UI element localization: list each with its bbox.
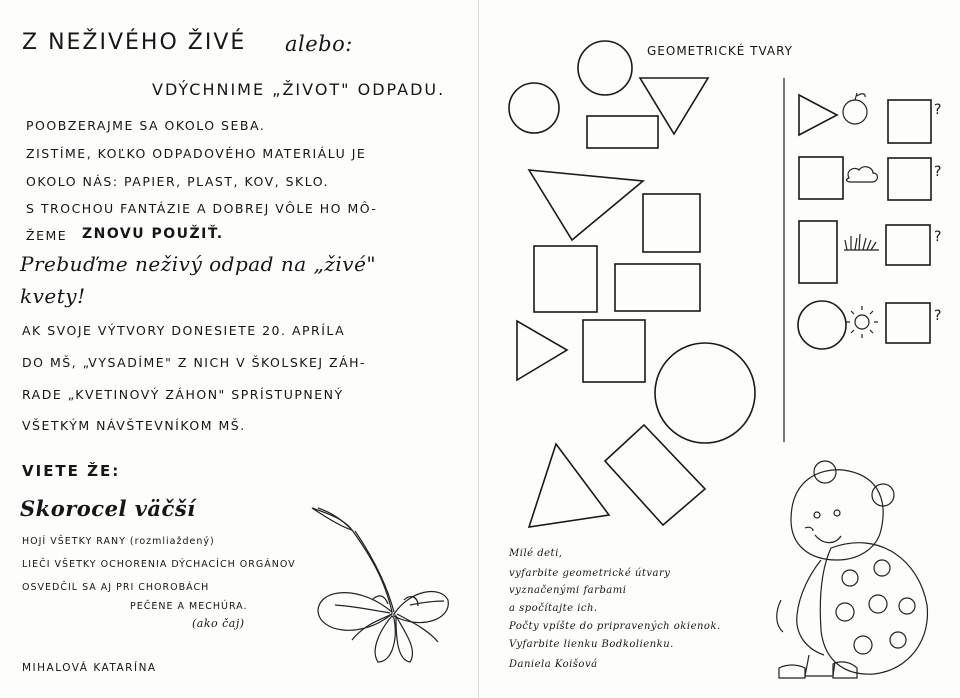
plant-line-1: HOJÍ VŠETKY RANY (rozmliaždený) (22, 536, 215, 547)
note-author: Daniela Koišová (509, 659, 598, 670)
ladybug-illustration (777, 461, 928, 678)
author: MIHALOVÁ KATARÍNA (22, 662, 157, 674)
info-line-4: VŠETKÝM NÁVŠTEVNÍKOM MŠ. (22, 418, 246, 433)
shape-circle (655, 343, 755, 443)
legend-answer-box (886, 225, 930, 265)
note-line-5: Počty vpíšte do pripravených okienok. (509, 621, 721, 632)
legend-answer-box (888, 158, 931, 200)
geometry-title: GEOMETRICKÉ TVARY (647, 44, 793, 58)
shape-triangle (529, 170, 643, 240)
shape-triangle (529, 444, 609, 527)
plant-line-4: PEČENE A MECHÚRA. (130, 601, 248, 612)
intro-line-5-prefix: ŽEME (26, 228, 68, 243)
left-page (0, 0, 478, 698)
script-line-1: Prebuďme neživý odpad na „živé" (20, 252, 377, 276)
title-script: alebo: (285, 32, 353, 56)
note-line-4: a spočítajte ich. (509, 603, 598, 614)
answer-question-mark-3: ? (934, 229, 943, 245)
did-you-know-heading: VIETE ŽE: (22, 462, 121, 480)
legend-answer-box (888, 100, 931, 143)
shape-square (583, 320, 645, 382)
apple-icon (843, 93, 867, 124)
intro-line-4: S TROCHOU FANTÁZIE A DOBREJ VÔLE HO MÔ- (26, 201, 378, 216)
title-main: Z NEŽIVÉHO ŽIVÉ (22, 30, 247, 55)
answer-question-mark-2: ? (934, 164, 943, 180)
answer-question-mark-1: ? (934, 102, 943, 118)
legend-square (799, 157, 843, 199)
legend-rectangle (799, 221, 837, 283)
intro-line-3: OKOLO NÁS: PAPIER, PLAST, KOV, SKLO. (26, 174, 330, 189)
intro-line-2: ZISTÍME, KOĽKO ODPADOVÉHO MATERIÁLU JE (26, 146, 367, 161)
shape-circle (578, 41, 632, 95)
cloud-icon (847, 167, 878, 182)
shape-triangle (640, 78, 708, 134)
legend-triangle (799, 95, 837, 135)
note-line-2: vyfarbite geometrické útvary (509, 568, 671, 579)
intro-line-1: POOBZERAJME SA OKOLO SEBA. (26, 118, 266, 133)
shape-circle (509, 83, 559, 133)
plantain-illustration (0, 0, 478, 698)
note-line-6: Vyfarbite lienku Bodkolienku. (509, 639, 674, 650)
plant-line-2: LIEČI VŠETKY OCHORENIA DÝCHACÍCH ORGÁNOV (22, 559, 296, 570)
script-line-2: kvety! (20, 284, 86, 308)
plant-name: Skorocel väčší (20, 496, 196, 521)
answer-question-mark-4: ? (934, 308, 943, 324)
shape-square (643, 194, 700, 252)
intro-line-5-emphasis: ZNOVU POUŽIŤ. (82, 226, 224, 242)
legend-answer-box (886, 303, 930, 343)
info-line-3: RADE „KVETINOVÝ ZÁHON" SPRÍSTUPNENÝ (22, 387, 344, 402)
shape-triangle (517, 321, 567, 380)
shape-rectangle (587, 116, 658, 148)
sun-icon (846, 306, 878, 338)
shape-square (534, 246, 597, 312)
legend-circle (798, 301, 846, 349)
plant-line-5: (ako čaj) (192, 617, 245, 630)
right-page (479, 0, 960, 698)
note-line-1: Milé deti, (509, 548, 563, 559)
subtitle: VDÝCHNIME „ŽIVOT" ODPADU. (152, 80, 446, 99)
note-line-3: vyznačenými farbami (509, 585, 627, 596)
info-line-2: DO MŠ, „VYSADÍME" Z NICH V ŠKOLSKEJ ZÁH- (22, 355, 367, 370)
shape-rectangle (615, 264, 700, 311)
grass-icon (844, 234, 879, 250)
plant-line-3: OSVEDČIL SA AJ PRI CHOROBÁCH (22, 582, 210, 593)
info-line-1: AK SVOJE VÝTVORY DONESIETE 20. APRÍLA (22, 323, 346, 338)
